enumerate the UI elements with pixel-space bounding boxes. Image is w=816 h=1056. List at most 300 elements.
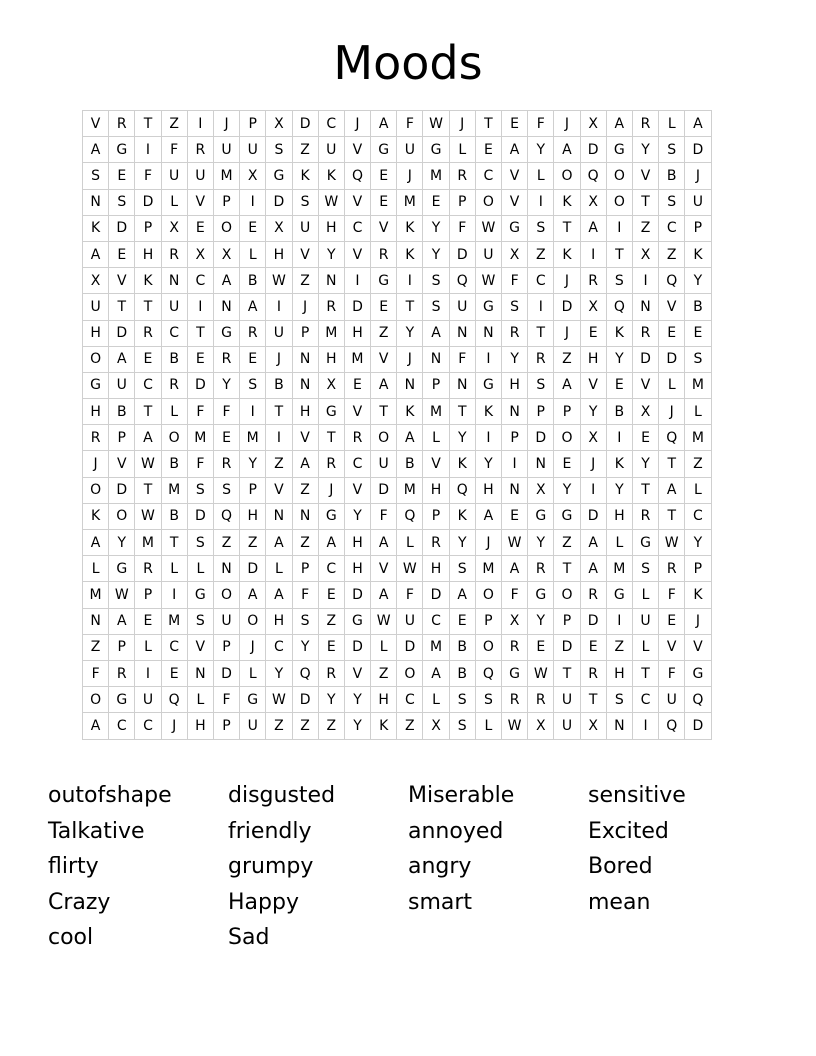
grid-cell: V bbox=[344, 660, 370, 686]
grid-cell: D bbox=[109, 477, 135, 503]
grid-cell: L bbox=[266, 556, 292, 582]
grid-cell: Q bbox=[161, 687, 187, 713]
grid-cell: F bbox=[502, 582, 528, 608]
grid-cell: X bbox=[318, 372, 344, 398]
grid-cell: X bbox=[502, 241, 528, 267]
grid-cell: L bbox=[659, 372, 685, 398]
grid-cell: L bbox=[240, 660, 266, 686]
grid-cell: N bbox=[397, 372, 423, 398]
grid-cell: F bbox=[397, 111, 423, 137]
grid-cell: Y bbox=[266, 660, 292, 686]
grid-cell: V bbox=[685, 634, 711, 660]
grid-cell: T bbox=[632, 189, 658, 215]
grid-cell: W bbox=[502, 530, 528, 556]
grid-cell: Q bbox=[449, 477, 475, 503]
grid-cell: L bbox=[161, 189, 187, 215]
grid-cell: Z bbox=[318, 713, 344, 739]
grid-cell: X bbox=[266, 215, 292, 241]
grid-cell: D bbox=[659, 346, 685, 372]
grid-cell: D bbox=[109, 320, 135, 346]
grid-cell: M bbox=[423, 163, 449, 189]
grid-cell: M bbox=[423, 634, 449, 660]
grid-cell: B bbox=[659, 163, 685, 189]
grid-cell: H bbox=[371, 687, 397, 713]
grid-cell: T bbox=[318, 425, 344, 451]
grid-cell: G bbox=[266, 163, 292, 189]
grid-cell: I bbox=[266, 425, 292, 451]
grid-cell: W bbox=[266, 268, 292, 294]
grid-cell: V bbox=[580, 372, 606, 398]
grid-cell: T bbox=[528, 320, 554, 346]
grid-cell: U bbox=[266, 320, 292, 346]
grid-cell: R bbox=[109, 111, 135, 137]
grid-cell: Z bbox=[659, 241, 685, 267]
grid-cell: L bbox=[632, 634, 658, 660]
grid-cell: G bbox=[606, 137, 632, 163]
grid-cell: Y bbox=[318, 241, 344, 267]
grid-cell: X bbox=[83, 268, 109, 294]
grid-cell: Y bbox=[632, 451, 658, 477]
grid-cell: Y bbox=[502, 346, 528, 372]
grid-cell: X bbox=[161, 215, 187, 241]
grid-cell: Q bbox=[659, 268, 685, 294]
grid-cell: S bbox=[606, 687, 632, 713]
grid-cell: D bbox=[109, 215, 135, 241]
grid-cell: J bbox=[449, 111, 475, 137]
grid-cell: U bbox=[449, 294, 475, 320]
grid-cell: P bbox=[554, 399, 580, 425]
grid-cell: P bbox=[213, 189, 239, 215]
grid-cell: O bbox=[213, 215, 239, 241]
grid-cell: Y bbox=[528, 530, 554, 556]
grid-cell: I bbox=[528, 294, 554, 320]
grid-cell: E bbox=[475, 137, 501, 163]
grid-cell: C bbox=[187, 268, 213, 294]
grid-cell: R bbox=[528, 346, 554, 372]
grid-cell: A bbox=[371, 530, 397, 556]
grid-cell: Z bbox=[240, 530, 266, 556]
grid-cell: O bbox=[475, 582, 501, 608]
grid-cell: R bbox=[318, 660, 344, 686]
grid-cell: V bbox=[344, 399, 370, 425]
grid-cell: O bbox=[83, 346, 109, 372]
grid-cell: Q bbox=[475, 660, 501, 686]
grid-cell: I bbox=[502, 451, 528, 477]
grid-cell: P bbox=[502, 425, 528, 451]
grid-cell: S bbox=[83, 163, 109, 189]
grid-cell: S bbox=[423, 268, 449, 294]
grid-cell: T bbox=[135, 111, 161, 137]
grid-cell: I bbox=[475, 425, 501, 451]
grid-cell: R bbox=[580, 660, 606, 686]
grid-cell: O bbox=[371, 425, 397, 451]
grid-cell: U bbox=[135, 687, 161, 713]
grid-cell: V bbox=[371, 346, 397, 372]
grid-cell: O bbox=[554, 582, 580, 608]
grid-cell: R bbox=[161, 372, 187, 398]
grid-cell: A bbox=[240, 294, 266, 320]
grid-cell: Q bbox=[580, 163, 606, 189]
grid-row bbox=[83, 660, 712, 686]
grid-cell: P bbox=[423, 372, 449, 398]
grid-cell: H bbox=[606, 503, 632, 529]
grid-cell: A bbox=[240, 582, 266, 608]
grid-cell: R bbox=[528, 687, 554, 713]
grid-cell: E bbox=[502, 503, 528, 529]
grid-cell: E bbox=[109, 163, 135, 189]
grid-cell: V bbox=[292, 241, 318, 267]
grid-cell: H bbox=[318, 215, 344, 241]
grid-cell: Y bbox=[344, 503, 370, 529]
grid-cell: F bbox=[292, 582, 318, 608]
grid-cell: H bbox=[423, 477, 449, 503]
grid-cell: E bbox=[659, 608, 685, 634]
grid-cell: E bbox=[135, 608, 161, 634]
grid-cell: Y bbox=[423, 215, 449, 241]
grid-cell: F bbox=[161, 137, 187, 163]
grid-cell: R bbox=[187, 137, 213, 163]
grid-cell: A bbox=[83, 713, 109, 739]
grid-cell: Y bbox=[685, 268, 711, 294]
grid-cell: I bbox=[397, 268, 423, 294]
grid-cell: M bbox=[240, 425, 266, 451]
grid-cell: Q bbox=[292, 660, 318, 686]
grid-cell: Y bbox=[318, 687, 344, 713]
grid-cell: A bbox=[423, 660, 449, 686]
grid-cell: P bbox=[423, 503, 449, 529]
grid-cell: E bbox=[502, 111, 528, 137]
grid-cell: T bbox=[449, 399, 475, 425]
grid-cell: F bbox=[502, 268, 528, 294]
grid-cell: E bbox=[318, 582, 344, 608]
grid-cell: T bbox=[554, 556, 580, 582]
grid-cell: A bbox=[554, 372, 580, 398]
grid-cell: D bbox=[266, 189, 292, 215]
grid-cell: R bbox=[449, 163, 475, 189]
grid-cell: E bbox=[449, 608, 475, 634]
grid-cell: E bbox=[371, 189, 397, 215]
grid-cell: H bbox=[344, 556, 370, 582]
grid-cell: H bbox=[240, 503, 266, 529]
grid-cell: A bbox=[502, 137, 528, 163]
grid-cell: O bbox=[83, 477, 109, 503]
grid-cell: F bbox=[659, 582, 685, 608]
grid-cell: M bbox=[685, 425, 711, 451]
grid-cell: N bbox=[502, 399, 528, 425]
grid-cell: E bbox=[606, 372, 632, 398]
grid-cell: Y bbox=[606, 346, 632, 372]
grid-cell: G bbox=[318, 503, 344, 529]
grid-cell: B bbox=[109, 399, 135, 425]
grid-cell: J bbox=[397, 163, 423, 189]
word-list-item: friendly bbox=[228, 818, 312, 844]
grid-cell: I bbox=[606, 215, 632, 241]
grid-cell: Y bbox=[449, 425, 475, 451]
page-title: Moods bbox=[333, 36, 483, 90]
grid-cell: D bbox=[187, 372, 213, 398]
grid-cell: K bbox=[318, 163, 344, 189]
grid-cell: K bbox=[397, 399, 423, 425]
grid-cell: F bbox=[213, 399, 239, 425]
grid-cell: G bbox=[213, 320, 239, 346]
grid-cell: N bbox=[161, 268, 187, 294]
grid-cell: G bbox=[502, 215, 528, 241]
grid-cell: M bbox=[685, 372, 711, 398]
grid-cell: T bbox=[659, 503, 685, 529]
grid-cell: T bbox=[266, 399, 292, 425]
grid-cell: V bbox=[83, 111, 109, 137]
grid-cell: R bbox=[580, 582, 606, 608]
grid-cell: A bbox=[580, 215, 606, 241]
grid-cell: I bbox=[606, 608, 632, 634]
grid-cell: R bbox=[83, 425, 109, 451]
grid-cell: Z bbox=[685, 451, 711, 477]
grid-cell: U bbox=[685, 189, 711, 215]
grid-cell: Q bbox=[659, 425, 685, 451]
grid-cell: A bbox=[397, 425, 423, 451]
grid-cell: C bbox=[344, 215, 370, 241]
grid-cell: N bbox=[213, 556, 239, 582]
grid-cell: G bbox=[187, 582, 213, 608]
grid-cell: X bbox=[240, 163, 266, 189]
grid-cell: E bbox=[161, 660, 187, 686]
grid-cell: V bbox=[632, 372, 658, 398]
grid-cell: L bbox=[632, 582, 658, 608]
grid-cell: G bbox=[528, 582, 554, 608]
grid-cell: S bbox=[292, 608, 318, 634]
grid-cell: Y bbox=[344, 713, 370, 739]
grid-cell: A bbox=[449, 582, 475, 608]
grid-cell: F bbox=[213, 687, 239, 713]
grid-cell: A bbox=[502, 556, 528, 582]
grid-cell: A bbox=[685, 111, 711, 137]
grid-cell: J bbox=[554, 268, 580, 294]
grid-cell: X bbox=[528, 713, 554, 739]
grid-cell: R bbox=[213, 346, 239, 372]
grid-cell: B bbox=[266, 372, 292, 398]
grid-cell: T bbox=[659, 451, 685, 477]
grid-cell: D bbox=[397, 634, 423, 660]
grid-cell: N bbox=[292, 503, 318, 529]
grid-cell: G bbox=[502, 660, 528, 686]
grid-row bbox=[83, 634, 712, 660]
grid-cell: N bbox=[318, 268, 344, 294]
grid-cell: C bbox=[135, 372, 161, 398]
grid-cell: U bbox=[187, 163, 213, 189]
grid-cell: M bbox=[423, 399, 449, 425]
grid-cell: R bbox=[632, 111, 658, 137]
grid-cell: V bbox=[659, 294, 685, 320]
grid-cell: U bbox=[109, 372, 135, 398]
grid-cell: Z bbox=[266, 713, 292, 739]
grid-cell: K bbox=[397, 215, 423, 241]
grid-cell: C bbox=[161, 634, 187, 660]
grid-cell: B bbox=[240, 268, 266, 294]
grid-cell: J bbox=[292, 294, 318, 320]
grid-cell: E bbox=[109, 241, 135, 267]
grid-cell: K bbox=[475, 399, 501, 425]
grid-cell: Z bbox=[528, 241, 554, 267]
grid-cell: R bbox=[161, 241, 187, 267]
grid-cell: M bbox=[83, 582, 109, 608]
grid-cell: D bbox=[344, 582, 370, 608]
grid-cell: Q bbox=[449, 268, 475, 294]
word-list-item: disgusted bbox=[228, 783, 336, 808]
grid-cell: D bbox=[213, 660, 239, 686]
grid-cell: Q bbox=[344, 163, 370, 189]
grid-cell: G bbox=[240, 687, 266, 713]
grid-cell: N bbox=[632, 294, 658, 320]
grid-cell: A bbox=[475, 503, 501, 529]
grid-cell: D bbox=[344, 634, 370, 660]
grid-cell: Q bbox=[213, 503, 239, 529]
grid-cell: V bbox=[632, 163, 658, 189]
grid-cell: O bbox=[554, 163, 580, 189]
grid-cell: H bbox=[266, 241, 292, 267]
grid-cell: B bbox=[161, 346, 187, 372]
word-list-item: annoyed bbox=[408, 818, 504, 844]
grid-cell: V bbox=[109, 268, 135, 294]
grid-cell: J bbox=[554, 111, 580, 137]
grid-cell: R bbox=[371, 241, 397, 267]
grid-cell: H bbox=[318, 346, 344, 372]
grid-cell: G bbox=[423, 137, 449, 163]
grid-cell: E bbox=[528, 634, 554, 660]
grid-cell: H bbox=[423, 556, 449, 582]
grid-cell: S bbox=[449, 556, 475, 582]
grid-cell: R bbox=[344, 425, 370, 451]
grid-cell: Z bbox=[606, 634, 632, 660]
grid-cell: S bbox=[266, 137, 292, 163]
grid-cell: V bbox=[423, 451, 449, 477]
grid-row bbox=[83, 320, 712, 346]
grid-cell: A bbox=[83, 530, 109, 556]
grid-cell: L bbox=[83, 556, 109, 582]
grid-cell: L bbox=[187, 687, 213, 713]
grid-cell: I bbox=[632, 713, 658, 739]
grid-cell: C bbox=[632, 687, 658, 713]
grid-cell: I bbox=[266, 294, 292, 320]
grid-cell: U bbox=[371, 451, 397, 477]
grid-cell: W bbox=[109, 582, 135, 608]
grid-cell: S bbox=[528, 215, 554, 241]
grid-cell: N bbox=[292, 346, 318, 372]
grid-cell: M bbox=[397, 189, 423, 215]
grid-cell: T bbox=[606, 241, 632, 267]
grid-cell: M bbox=[161, 477, 187, 503]
grid-cell: J bbox=[318, 477, 344, 503]
grid-cell: A bbox=[580, 556, 606, 582]
grid-cell: H bbox=[83, 399, 109, 425]
grid-cell: D bbox=[371, 477, 397, 503]
grid-row bbox=[83, 451, 712, 477]
grid-cell: Y bbox=[528, 137, 554, 163]
grid-cell: X bbox=[502, 608, 528, 634]
word-list-item: Sad bbox=[228, 925, 270, 950]
grid-cell: V bbox=[502, 163, 528, 189]
grid-cell: U bbox=[554, 687, 580, 713]
grid-cell: F bbox=[449, 346, 475, 372]
grid-cell: D bbox=[423, 582, 449, 608]
grid-cell: R bbox=[213, 451, 239, 477]
word-list-item: outofshape bbox=[48, 783, 172, 808]
grid-cell: D bbox=[685, 137, 711, 163]
grid-row bbox=[83, 503, 712, 529]
grid-cell: I bbox=[187, 294, 213, 320]
grid-cell: D bbox=[685, 713, 711, 739]
grid-cell: Y bbox=[685, 530, 711, 556]
grid-cell: Z bbox=[292, 137, 318, 163]
grid-cell: U bbox=[213, 608, 239, 634]
grid-cell: D bbox=[187, 503, 213, 529]
grid-cell: U bbox=[318, 137, 344, 163]
grid-cell: M bbox=[135, 530, 161, 556]
grid-cell: N bbox=[266, 503, 292, 529]
grid-cell: I bbox=[475, 346, 501, 372]
grid-cell: Z bbox=[397, 713, 423, 739]
grid-cell: A bbox=[135, 425, 161, 451]
grid-cell: L bbox=[397, 530, 423, 556]
grid-cell: D bbox=[632, 346, 658, 372]
grid-cell: Z bbox=[632, 215, 658, 241]
grid-cell: F bbox=[449, 215, 475, 241]
grid-cell: Q bbox=[659, 713, 685, 739]
grid-cell: F bbox=[371, 503, 397, 529]
grid-cell: A bbox=[606, 111, 632, 137]
word-list-item: sensitive bbox=[588, 783, 686, 808]
word-list bbox=[48, 778, 788, 956]
grid-cell: A bbox=[423, 320, 449, 346]
grid-cell: D bbox=[528, 425, 554, 451]
grid-cell: P bbox=[213, 634, 239, 660]
grid-cell: I bbox=[240, 189, 266, 215]
grid-cell: H bbox=[502, 372, 528, 398]
grid-cell: O bbox=[606, 163, 632, 189]
grid-cell: U bbox=[397, 608, 423, 634]
grid-cell: W bbox=[135, 451, 161, 477]
word-list-item: Miserable bbox=[408, 783, 515, 808]
word-list-item: mean bbox=[588, 889, 651, 915]
grid-cell: P bbox=[449, 189, 475, 215]
grid-cell: K bbox=[292, 163, 318, 189]
grid-cell: B bbox=[449, 634, 475, 660]
grid-cell: P bbox=[213, 713, 239, 739]
grid-cell: R bbox=[240, 320, 266, 346]
grid-cell: V bbox=[187, 634, 213, 660]
grid-cell: S bbox=[528, 372, 554, 398]
grid-cell: Z bbox=[371, 660, 397, 686]
grid-cell: S bbox=[659, 189, 685, 215]
grid-cell: X bbox=[580, 189, 606, 215]
grid-cell: S bbox=[187, 530, 213, 556]
grid-cell: O bbox=[161, 425, 187, 451]
grid-cell: T bbox=[554, 215, 580, 241]
grid-cell: T bbox=[580, 687, 606, 713]
grid-cell: O bbox=[109, 503, 135, 529]
grid-row bbox=[83, 556, 712, 582]
word-list-item: cool bbox=[48, 925, 94, 950]
grid-cell: N bbox=[423, 346, 449, 372]
grid-cell: G bbox=[528, 503, 554, 529]
grid-cell: C bbox=[423, 608, 449, 634]
grid-cell: P bbox=[554, 608, 580, 634]
grid-cell: N bbox=[213, 294, 239, 320]
grid-cell: S bbox=[292, 189, 318, 215]
grid-cell: D bbox=[292, 687, 318, 713]
grid-cell: O bbox=[606, 189, 632, 215]
grid-cell: V bbox=[371, 556, 397, 582]
grid-cell: Z bbox=[554, 346, 580, 372]
